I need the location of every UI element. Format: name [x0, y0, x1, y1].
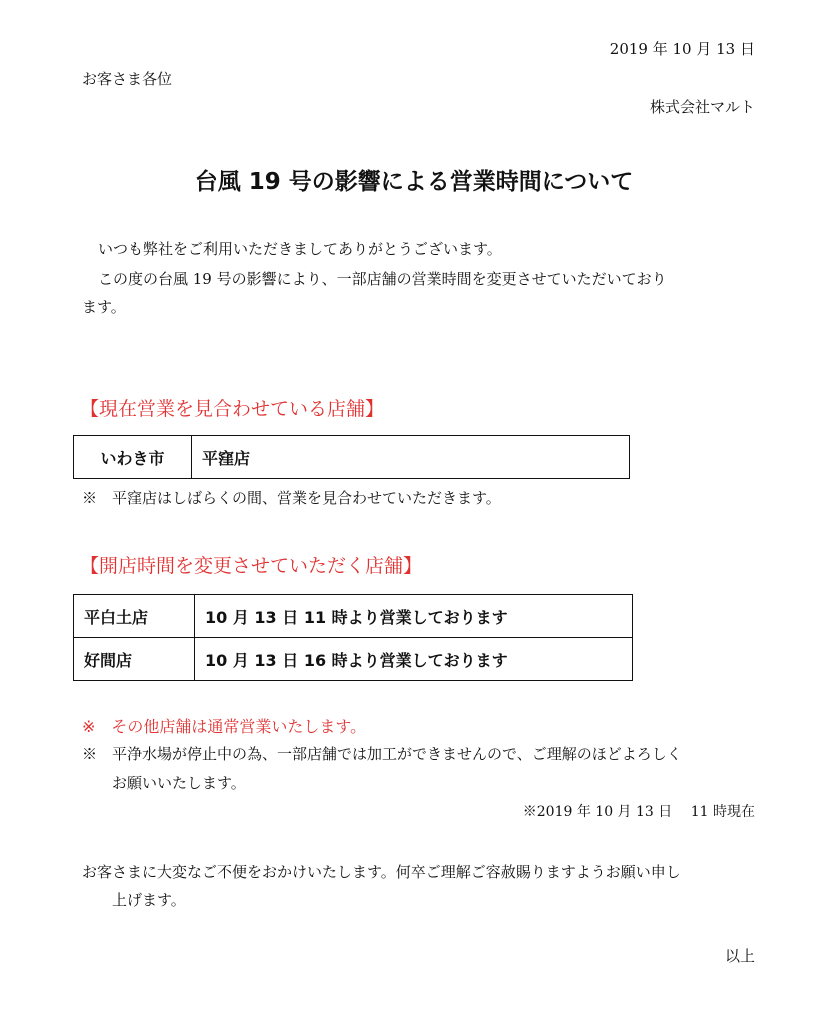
water-note-line-1: ※ 平浄水場が停止中の為、一部店舗では加工ができませんので、ご理解のほどよろしく [82, 745, 682, 763]
closed-stores-table [73, 435, 630, 479]
store-cell: 好間店 [74, 638, 195, 681]
closing-end-mark: 以上 [724, 947, 755, 965]
store-cell: 平窪店 [192, 436, 630, 479]
other-stores-note: ※ その他店舗は通常営業いたします。 [82, 717, 367, 736]
table-row [74, 638, 633, 681]
intro-line-1: いつも弊社をご利用いただきましてありがとうございます。 [98, 240, 502, 258]
intro-line-2-continued: ます。 [82, 298, 126, 316]
closed-stores-note: ※ 平窪店はしばらくの間、営業を見合わせていただきます。 [82, 489, 501, 507]
hours-cell: 10 月 13 日 11 時より営業しております [195, 595, 633, 638]
changed-hours-table [73, 594, 633, 681]
water-note-line-2: お願いいたします。 [112, 774, 246, 792]
table-row [74, 436, 630, 479]
store-cell: 平白土店 [74, 595, 195, 638]
area-cell: いわき市 [74, 436, 192, 479]
closing-line-2: 上げます。 [112, 891, 186, 909]
intro-line-2: この度の台風 19 号の影響により、一部店舗の営業時間を変更させていただいており [98, 270, 667, 288]
changed-hours-heading: 【開店時間を変更させていただく店舗】 [80, 555, 423, 577]
addressee: お客さま各位 [82, 70, 173, 88]
company-name: 株式会社マルト [649, 98, 755, 116]
table-row [74, 595, 633, 638]
page-title: 台風 19 号の影響による営業時間について [194, 169, 634, 195]
hours-cell: 10 月 13 日 16 時より営業しております [195, 638, 633, 681]
document-date: 2019 年 10 月 13 日 [609, 40, 755, 58]
closing-line-1: お客さまに大変なご不便をおかけいたします。何卒ご理解ご容赦賜りますようお願い申し [82, 863, 681, 881]
as-of-timestamp: ※2019 年 10 月 13 日 11 時現在 [522, 804, 755, 820]
closed-stores-heading: 【現在営業を見合わせている店舗】 [80, 398, 385, 420]
